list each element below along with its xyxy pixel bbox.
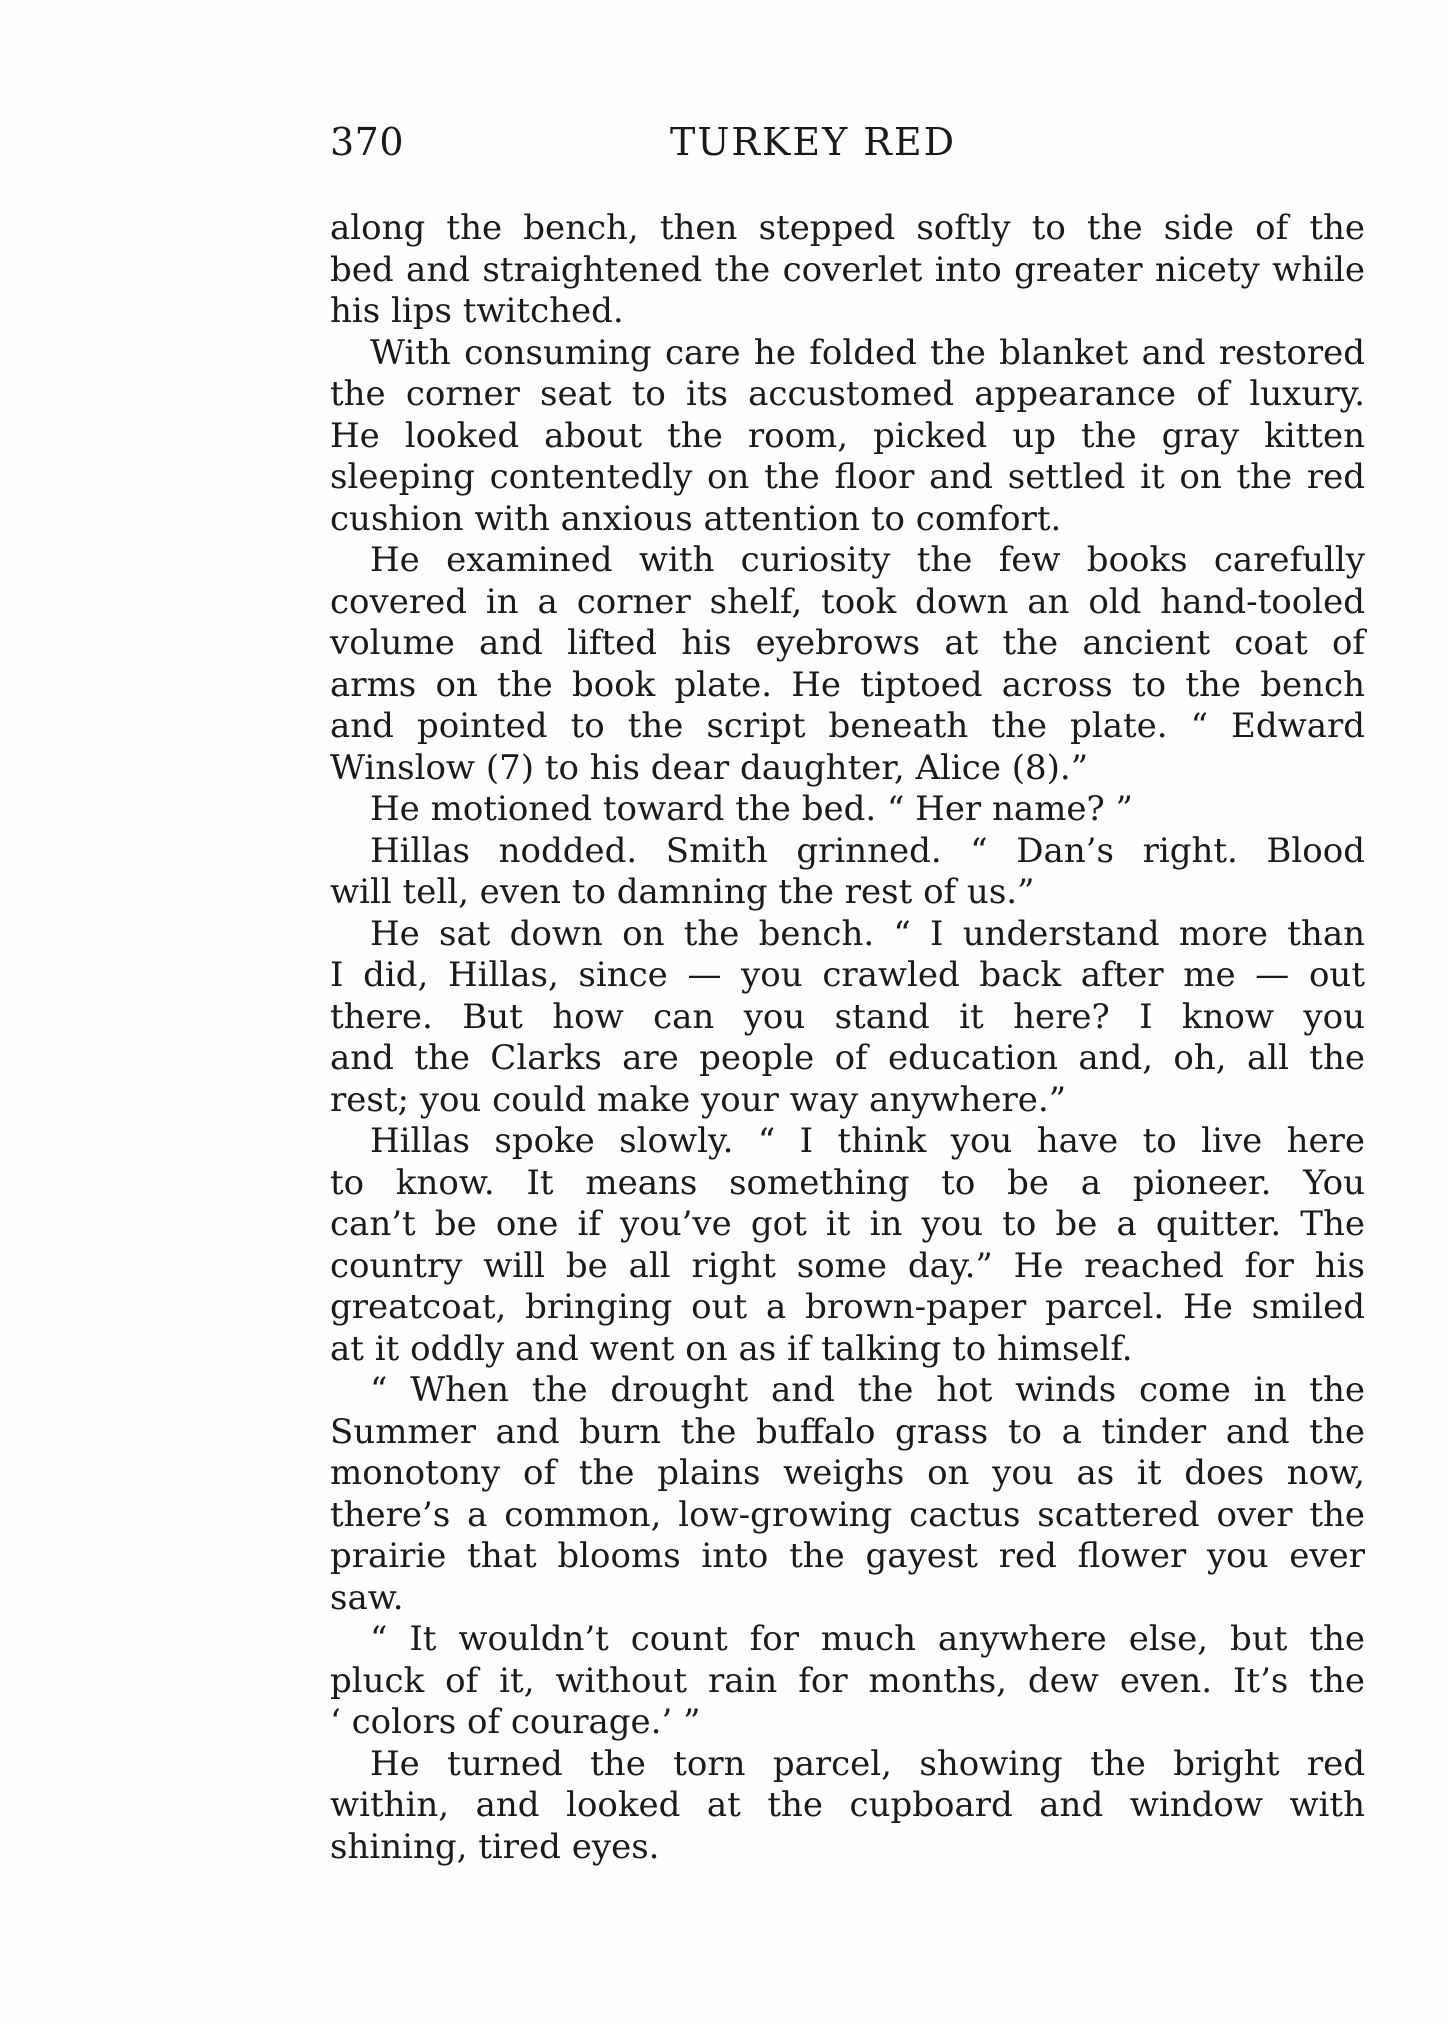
paragraph xyxy=(330,540,1365,789)
text-line: He examined with curiosity the few books carefully xyxy=(370,540,1365,580)
text-line: rest; you could make your way anywhere.” xyxy=(330,1079,1067,1120)
paragraph xyxy=(330,1370,1365,1619)
text-line: Hillas spoke slowly. “ I think you have to live here xyxy=(370,1121,1365,1161)
text-line: along the bench, then stepped softly to the side of the xyxy=(330,208,1365,248)
text-line: sleeping contentedly on the floor and settled it on the red xyxy=(330,457,1365,497)
paragraph xyxy=(330,1619,1365,1744)
text-line: can’t be one if you’ve got it in you to be a quitter. The xyxy=(330,1204,1365,1244)
text-line: within, and looked at the cupboard and window with xyxy=(330,1785,1365,1825)
text-line: shining, tired eyes. xyxy=(330,1826,660,1867)
text-line: arms on the book plate. He tiptoed across to the bench xyxy=(330,664,1365,705)
text-line: ‘ colors of courage.’ ” xyxy=(330,1702,701,1742)
text-line: bed and straightened the coverlet into greater nicety while xyxy=(330,249,1365,290)
text-line: will tell, even to damning the rest of us.” xyxy=(330,872,1035,912)
text-line: I did, Hillas, since — you crawled back after me — out xyxy=(330,955,1365,995)
page-number: 370 xyxy=(330,120,405,164)
text-line: cushion with anxious attention to comfort. xyxy=(330,498,1062,539)
running-title: TURKEY RED xyxy=(670,120,957,164)
text-line: He motioned toward the bed. “ Her name? ” xyxy=(370,789,1133,829)
text-line: the corner seat to its accustomed appearance of luxury. xyxy=(330,374,1365,414)
text-line: at it oddly and went on as if talking to himself. xyxy=(330,1328,1133,1369)
text-line: country will be all right some day.” He reached for his xyxy=(330,1245,1365,1286)
text-line: He looked about the room, picked up the gray kitten xyxy=(330,415,1365,456)
text-line: monotony of the plains weighs on you as it does now, xyxy=(330,1453,1365,1493)
text-line: With consuming care he folded the blanket and restored xyxy=(370,332,1365,373)
paragraph xyxy=(330,333,1365,541)
text-line: He sat down on the bench. “ I understand more than xyxy=(370,913,1365,954)
text-line: there. But how can you stand it here? I know you xyxy=(330,996,1365,1037)
text-line: Winslow (7) to his dear daughter, Alice (8).” xyxy=(330,747,1089,788)
text-line: prairie that blooms into the gayest red flower you ever xyxy=(330,1536,1365,1576)
text-line: there’s a common, low-growing cactus scattered over the xyxy=(330,1494,1365,1535)
text-line: volume and lifted his eyebrows at the ancient coat of xyxy=(330,623,1365,663)
text-line: covered in a corner shelf, took down an old hand-tooled xyxy=(330,581,1365,622)
text-line: saw. xyxy=(330,1577,404,1618)
body-text xyxy=(330,208,1365,1868)
text-line: He turned the torn parcel, showing the bright red xyxy=(370,1743,1365,1784)
text-line: and the Clarks are people of education and, oh, all the xyxy=(330,1038,1365,1078)
text-line: Hillas nodded. Smith grinned. “ Dan’s right. Blood xyxy=(370,830,1365,871)
text-line: to know. It means something to be a pioneer. You xyxy=(330,1162,1365,1203)
text-line: Summer and burn the buffalo grass to a tinder and the xyxy=(330,1411,1365,1452)
text-line: pluck of it, without rain for months, dew even. It’s the xyxy=(330,1660,1365,1701)
paragraph xyxy=(330,831,1365,914)
text-line: “ When the drought and the hot winds come in the xyxy=(370,1370,1365,1410)
paragraph xyxy=(330,1121,1365,1370)
text-line: greatcoat, bringing out a brown-paper parcel. He smiled xyxy=(330,1287,1365,1327)
paragraph xyxy=(330,789,1365,831)
paragraph xyxy=(330,208,1365,333)
paragraph xyxy=(330,914,1365,1122)
text-line: “ It wouldn’t count for much anywhere else, but the xyxy=(370,1619,1365,1659)
text-line: his lips twitched. xyxy=(330,291,624,331)
text-line: and pointed to the script beneath the plate. “ Edward xyxy=(330,706,1365,746)
paragraph xyxy=(330,1744,1365,1869)
running-head xyxy=(330,120,1365,180)
